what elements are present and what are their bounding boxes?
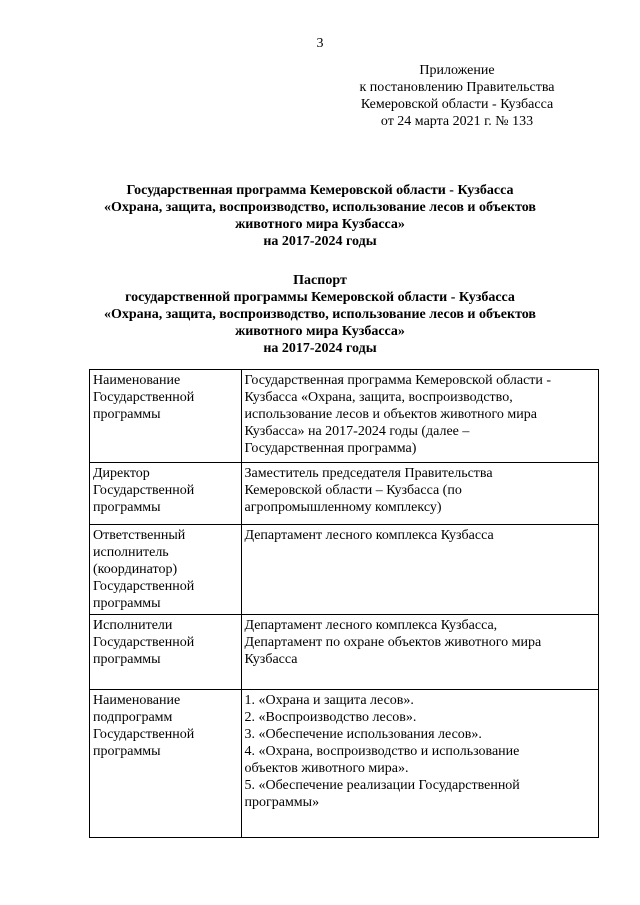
passport-table (89, 369, 599, 838)
row-label-executors (90, 615, 242, 690)
table-row (90, 525, 599, 615)
label-line: программы (93, 744, 161, 759)
row-value-program-name (241, 370, 599, 463)
label-line: Государственной (93, 483, 195, 498)
table-row (90, 615, 599, 690)
program-title-line: на 2017-2024 годы (263, 234, 377, 249)
value-line: Кемеровской области – Кузбасса (по (244, 483, 462, 498)
value-line: Департамент по охране объектов животного мира (244, 635, 542, 650)
value-line: программы» (244, 795, 320, 810)
value-line: 2. «Воспроизводство лесов». (244, 710, 417, 725)
value-line: Кузбасса «Охрана, защита, воспроизводство, (244, 390, 513, 405)
page-number: 3 (316, 36, 324, 51)
label-line: (координатор) (93, 562, 178, 577)
label-line: Наименование (93, 693, 181, 708)
table-row (90, 690, 599, 838)
row-label-director (90, 463, 242, 525)
label-line: Государственной (93, 390, 195, 405)
label-line: Государственной (93, 727, 195, 742)
label-line: Наименование (93, 373, 181, 388)
row-label-responsible (90, 525, 242, 615)
label-line: Исполнители (93, 618, 173, 633)
value-line: Заместитель председателя Правительства (244, 466, 493, 481)
row-value-director (241, 463, 599, 525)
label-line: исполнитель (93, 545, 169, 560)
value-line: Департамент лесного комплекса Кузбасса (244, 528, 494, 543)
table-row (90, 370, 599, 463)
label-line: Ответственный (93, 528, 186, 543)
program-title-line: «Охрана, защита, воспроизводство, использование лесов и объектов (104, 200, 536, 215)
passport-title (80, 272, 560, 357)
label-line: программы (93, 596, 161, 611)
label-line: Директор (93, 466, 150, 481)
passport-title-line: «Охрана, защита, воспроизводство, использование лесов и объектов (104, 307, 536, 322)
appendix-header (352, 62, 562, 130)
program-title-line: животного мира Кузбасса» (235, 217, 405, 232)
value-line: Департамент лесного комплекса Кузбасса, (244, 618, 498, 633)
value-line: Кузбасса» на 2017-2024 годы (далее – (244, 424, 470, 439)
label-line: Государственной (93, 635, 195, 650)
passport-title-line: государственной программы Кемеровской области - Кузбасса (125, 290, 515, 305)
row-value-responsible (241, 525, 599, 615)
value-line: 5. «Обеспечение реализации Государственной (244, 778, 520, 793)
appendix-line: от 24 марта 2021 г. № 133 (380, 114, 534, 129)
appendix-line: к постановлению Правительства (359, 80, 555, 95)
value-line: 3. «Обеспечение использования лесов». (244, 727, 482, 742)
value-line: 4. «Охрана, воспроизводство и использование (244, 744, 520, 759)
label-line: подпрограмм (93, 710, 173, 725)
label-line: программы (93, 500, 161, 515)
value-line: 1. «Охрана и защита лесов». (244, 693, 414, 708)
value-line: агропромышленному комплексу) (244, 500, 442, 515)
row-label-subprograms (90, 690, 242, 838)
value-line: Государственная программа) (244, 441, 417, 456)
passport-title-line: Паспорт (293, 273, 347, 288)
row-value-subprograms (241, 690, 599, 838)
appendix-line: Приложение (419, 63, 495, 78)
label-line: программы (93, 407, 161, 422)
value-line: Государственная программа Кемеровской области - (244, 373, 552, 388)
table-row (90, 463, 599, 525)
program-title (80, 182, 560, 250)
row-label-program-name (90, 370, 242, 463)
value-line: Кузбасса (244, 652, 298, 667)
passport-title-line: животного мира Кузбасса» (235, 324, 405, 339)
value-line: объектов животного мира». (244, 761, 409, 776)
row-value-executors (241, 615, 599, 690)
label-line: Государственной (93, 579, 195, 594)
appendix-line: Кемеровской области - Кузбасса (360, 97, 554, 112)
value-line: использование лесов и объектов животного мира (244, 407, 537, 422)
passport-title-line: на 2017-2024 годы (263, 341, 377, 356)
program-title-line: Государственная программа Кемеровской области - Кузбасса (126, 183, 514, 198)
label-line: программы (93, 652, 161, 667)
